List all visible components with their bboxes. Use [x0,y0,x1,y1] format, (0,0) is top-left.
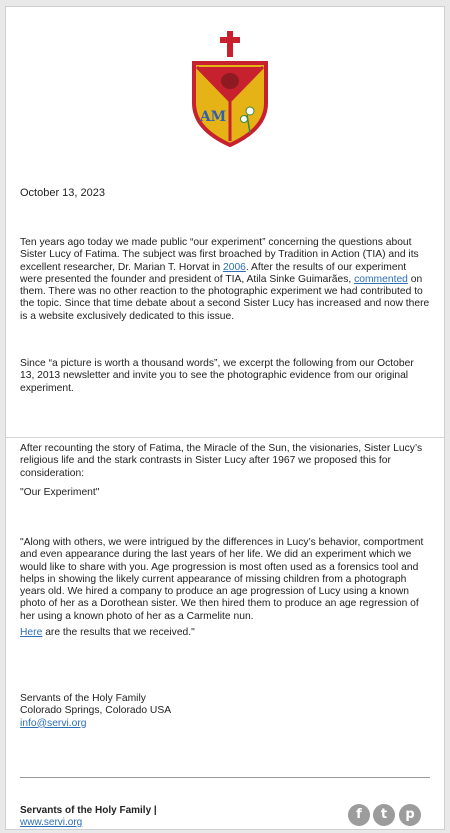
signature-location: Colorado Springs, Colorado USA [20,705,172,717]
recount-paragraph: After recounting the story of Fatima, the Miracle of the Sun, the visionaries, Sister Lucy’s religious life and the stark contrasts in Sister Lucy after 1967 we proposed this for consideration: [20,443,423,479]
intro-text-part3: on them. There was no other reaction to the photographic experiment we had contributed to the topic. Since that time debate about a second Sister Lucy has increased and now there is a website exclusively dedicated to this issue. [20,273,430,322]
section-divider [6,437,444,438]
am-monogram: AM [199,109,227,125]
email-body [5,6,445,830]
excerpt-paragraph: Since “a picture is worth a thousand words”, we excerpt the following from our October 13, 2013 newsletter and invite you to see the photographic evidence from our original experiment. [20,358,414,394]
facebook-icon[interactable]: f [348,804,370,826]
results-text: are the results that we received." [42,627,195,638]
intro-text-part1: Ten years ago today we made public “our experiment” concerning the questions about Sister Lucy of Fatima. The subject was first broached by Tradition in Action (TIA) and its excellent researcher, Dr. Marian T. Horvat in [20,237,419,273]
pinterest-icon[interactable]: p [399,804,421,826]
twitter-icon[interactable]: t [373,804,395,826]
link-commented[interactable]: commented [354,273,408,285]
newsletter-date: October 13, 2023 [20,187,106,199]
link-here[interactable]: Here [20,627,43,638]
intro-paragraph [20,237,430,323]
footer-site-wrapper [20,817,82,828]
email-link[interactable]: info@servi.org [20,717,87,729]
footer-divider [20,777,430,778]
signature-org: Servants of the Holy Family [20,693,146,704]
results-paragraph [20,627,430,639]
quote-body: "Along with others, we were intrigued by the differences in Lucy’s behavior, comportment and even appearance during the last years of her life. We did an experiment which we would like to share with you. Age progression is most often used as a forensics tool and helps in showing the likely current appearance of missing children from a photograph years old. We hired a company to produce an age progression of Lucy using a known photo of her as a Dorothean sister. We then hired them to produce an age regression of her using a known photo of her as a Carmelite nun. [20,537,424,622]
quote-title: "Our Experiment" [20,487,100,498]
footer-website-link[interactable]: www.servi.org [20,817,83,828]
link-2006[interactable]: 2006 [222,261,246,273]
holy-family-crest-logo [180,25,280,150]
intro-text-part2: . After the results of our experiment were presented the founder and president of TIA, Atila Sinke Guimarães, [20,261,407,285]
signature-block [20,693,430,730]
footer-org-name: Servants of the Holy Family | [20,805,157,816]
